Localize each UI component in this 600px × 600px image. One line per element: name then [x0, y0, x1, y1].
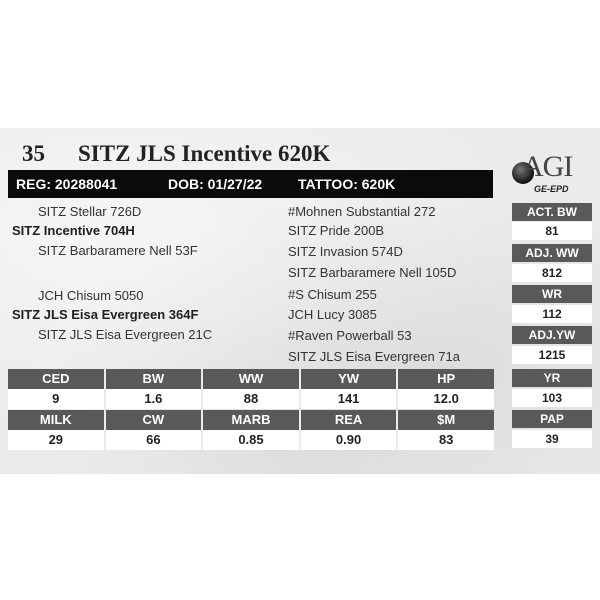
epd-header-ww: WW: [203, 369, 301, 389]
epd-header-yw: YW: [301, 369, 399, 389]
pedigree-right-7: #Raven Powerball 53: [288, 328, 412, 343]
pedigree-sire-sire: SITZ Stellar 726D: [38, 204, 142, 219]
stat-value-adj-ww: 812: [512, 264, 592, 282]
pedigree-right-3: SITZ Invasion 574D: [288, 244, 403, 259]
epd-value-ced: 9: [8, 389, 106, 409]
epd-value-rea: 0.90: [301, 430, 399, 450]
epd-header-row: [8, 410, 494, 430]
tattoo: TATTOO: 620K: [298, 176, 396, 192]
stat-label-pap: PAP: [512, 410, 592, 428]
pedigree-right-1: #Mohnen Substantial 272: [288, 204, 436, 219]
agi-logo-text: AGI: [522, 150, 573, 183]
epd-value-row: [8, 389, 494, 409]
epd-header-hp: HP: [398, 369, 494, 389]
stat-value-yr: 103: [512, 389, 592, 407]
epd-header-rea: REA: [301, 410, 399, 430]
pedigree-sire-dam: SITZ Barbaramere Nell 53F: [38, 243, 198, 258]
registration-banner: [8, 170, 493, 198]
stat-label-adj-ww: ADJ. WW: [512, 244, 592, 262]
epd-value-marb: 0.85: [203, 430, 301, 450]
epd-value-milk: 29: [8, 430, 106, 450]
pedigree-right-6: JCH Lucy 3085: [288, 307, 377, 322]
epd-header-milk: MILK: [8, 410, 106, 430]
lot-number: 35: [22, 141, 45, 166]
agi-logo: [508, 152, 586, 200]
epd-header-ced: CED: [8, 369, 106, 389]
stat-label-wr: WR: [512, 285, 592, 303]
epd-table-2: [8, 410, 494, 450]
pedigree-dam-dam: SITZ JLS Eisa Evergreen 21C: [38, 327, 213, 342]
pedigree-sire: SITZ Incentive 704H: [12, 223, 135, 238]
epd-header-row: [8, 369, 494, 389]
pedigree-right-5: #S Chisum 255: [288, 287, 377, 302]
reg-number: REG: 20288041: [16, 176, 118, 192]
epd-table-1: [8, 369, 494, 409]
lot-title: [22, 141, 330, 167]
agi-logo-subtext: GE-EPD: [534, 184, 569, 194]
stat-label-yr: YR: [512, 369, 592, 387]
pedigree-dam: SITZ JLS Eisa Evergreen 364F: [12, 307, 199, 322]
epd-value-row: [8, 430, 494, 450]
epd-value-cw: 66: [106, 430, 204, 450]
stat-label-act-bw: ACT. BW: [512, 203, 592, 221]
epd-header-bw: BW: [106, 369, 204, 389]
animal-name: SITZ JLS Incentive 620K: [78, 141, 331, 166]
stat-value-wr: 112: [512, 305, 592, 323]
epd-value-dollar-m: 83: [398, 430, 494, 450]
epd-value-hp: 12.0: [398, 389, 494, 409]
epd-header-marb: MARB: [203, 410, 301, 430]
stat-value-pap: 39: [512, 430, 592, 448]
epd-value-ww: 88: [203, 389, 301, 409]
stat-label-adj-yw: ADJ.YW: [512, 326, 592, 344]
epd-value-bw: 1.6: [106, 389, 204, 409]
date-of-birth: DOB: 01/27/22: [168, 176, 263, 192]
pedigree-right-4: SITZ Barbaramere Nell 105D: [288, 265, 457, 280]
pedigree-right-2: SITZ Pride 200B: [288, 223, 385, 238]
stat-value-adj-yw: 1215: [512, 346, 592, 364]
pedigree-dam-sire: JCH Chisum 5050: [38, 288, 144, 303]
pedigree-right-8: SITZ JLS Eisa Evergreen 71a: [288, 349, 460, 364]
epd-header-dollar-m: $M: [398, 410, 494, 430]
epd-value-yw: 141: [301, 389, 399, 409]
stat-value-act-bw: 81: [512, 222, 592, 240]
epd-header-cw: CW: [106, 410, 204, 430]
